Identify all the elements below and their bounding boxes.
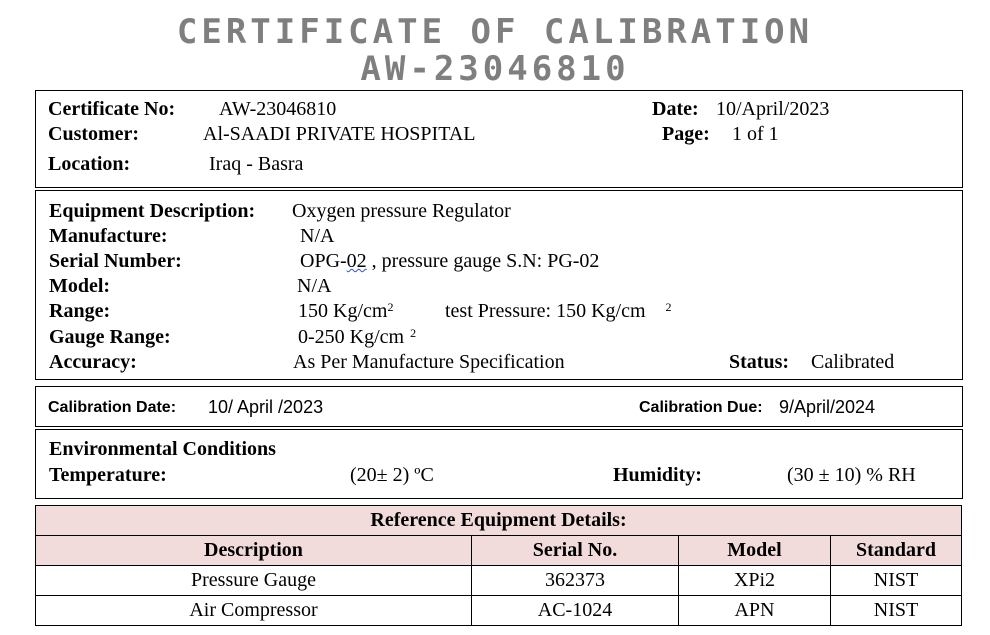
calibration-date-value: 10/ April /2023 [208, 397, 324, 417]
table-row [36, 566, 962, 596]
equipment-description-value: Oxygen pressure Regulator [292, 200, 511, 222]
calibration-date-label: Calibration Date: [48, 399, 177, 416]
reference-heading: Reference Equipment Details: [36, 506, 962, 536]
cell-description: Pressure Gauge [36, 566, 472, 596]
cell-standard: NIST [831, 596, 962, 626]
column-header-description: Description [36, 536, 472, 566]
humidity-value: (30 ± 10) % RH [787, 464, 916, 486]
model-value: N/A [297, 275, 332, 297]
certificate-no-value: AW-23046810 [219, 98, 337, 120]
calibration-due-label: Calibration Due: [639, 399, 763, 416]
date-value: 10/April/2023 [716, 98, 830, 120]
model-label: Model: [49, 275, 111, 297]
serial-suffix: , pressure gauge S.N: PG-02 [366, 250, 600, 272]
location-label: Location: [48, 153, 131, 175]
column-header-model: Model [679, 536, 831, 566]
serial-number-label: Serial Number: [49, 250, 182, 272]
status-label: Status: [729, 351, 790, 373]
cell-serial-no: AC-1024 [472, 596, 679, 626]
reference-equipment-table [35, 505, 962, 626]
cell-standard: NIST [831, 566, 962, 596]
certificate-title: CERTIFICATE OF CALIBRATION [176, 12, 814, 52]
accuracy-value: As Per Manufacture Specification [293, 351, 565, 373]
customer-label: Customer: [48, 123, 140, 145]
humidity-label: Humidity: [613, 464, 702, 486]
temperature-value: (20± 2) ºC [350, 464, 434, 486]
manufacture-value: N/A [300, 225, 335, 247]
table-row [36, 596, 962, 626]
test-pressure-text: test Pressure: 150 Kg/cm [445, 300, 646, 322]
reference-column-header-row [36, 536, 962, 566]
certificate-number-title: AW-23046810 [360, 49, 630, 89]
column-header-standard: Standard [831, 536, 962, 566]
serial-number-value [300, 250, 599, 272]
accuracy-label: Accuracy: [49, 351, 137, 373]
cell-model: XPi2 [679, 566, 831, 596]
status-value: Calibrated [811, 351, 895, 373]
test-pressure-superscript: 2 [665, 300, 672, 314]
gauge-range-label: Gauge Range: [49, 326, 171, 348]
range-label: Range: [49, 300, 111, 322]
reference-heading-row [36, 506, 962, 536]
manufacture-label: Manufacture: [49, 225, 168, 247]
environment-heading: Environmental Conditions [49, 438, 276, 460]
range-superscript: 2 [387, 300, 394, 314]
cell-model: APN [679, 596, 831, 626]
equipment-description-label: Equipment Description: [49, 200, 256, 222]
page-label: Page: [662, 123, 710, 145]
range-value [298, 300, 393, 324]
temperature-label: Temperature: [49, 464, 167, 486]
cell-serial-no: 362373 [472, 566, 679, 596]
column-header-serial-no: Serial No. [472, 536, 679, 566]
serial-prefix: OPG- [300, 250, 347, 272]
location-value: Iraq - Basra [209, 153, 304, 175]
gauge-range-superscript: 2 [410, 326, 417, 340]
calibration-due-value: 9/April/2024 [779, 397, 876, 417]
cell-description: Air Compressor [36, 596, 472, 626]
customer-value: Al-SAADI PRIVATE HOSPITAL [203, 123, 476, 145]
page-value: 1 of 1 [732, 123, 779, 145]
certificate-no-label: Certificate No: [48, 98, 176, 120]
date-label: Date: [652, 98, 699, 120]
serial-number-spellcheck: 02 [346, 250, 367, 272]
gauge-range-value [298, 326, 416, 350]
test-pressure-value [445, 300, 672, 324]
gauge-range-text: 0-250 Kg/cm [298, 326, 405, 348]
range-text: 150 Kg/cm [298, 300, 388, 322]
